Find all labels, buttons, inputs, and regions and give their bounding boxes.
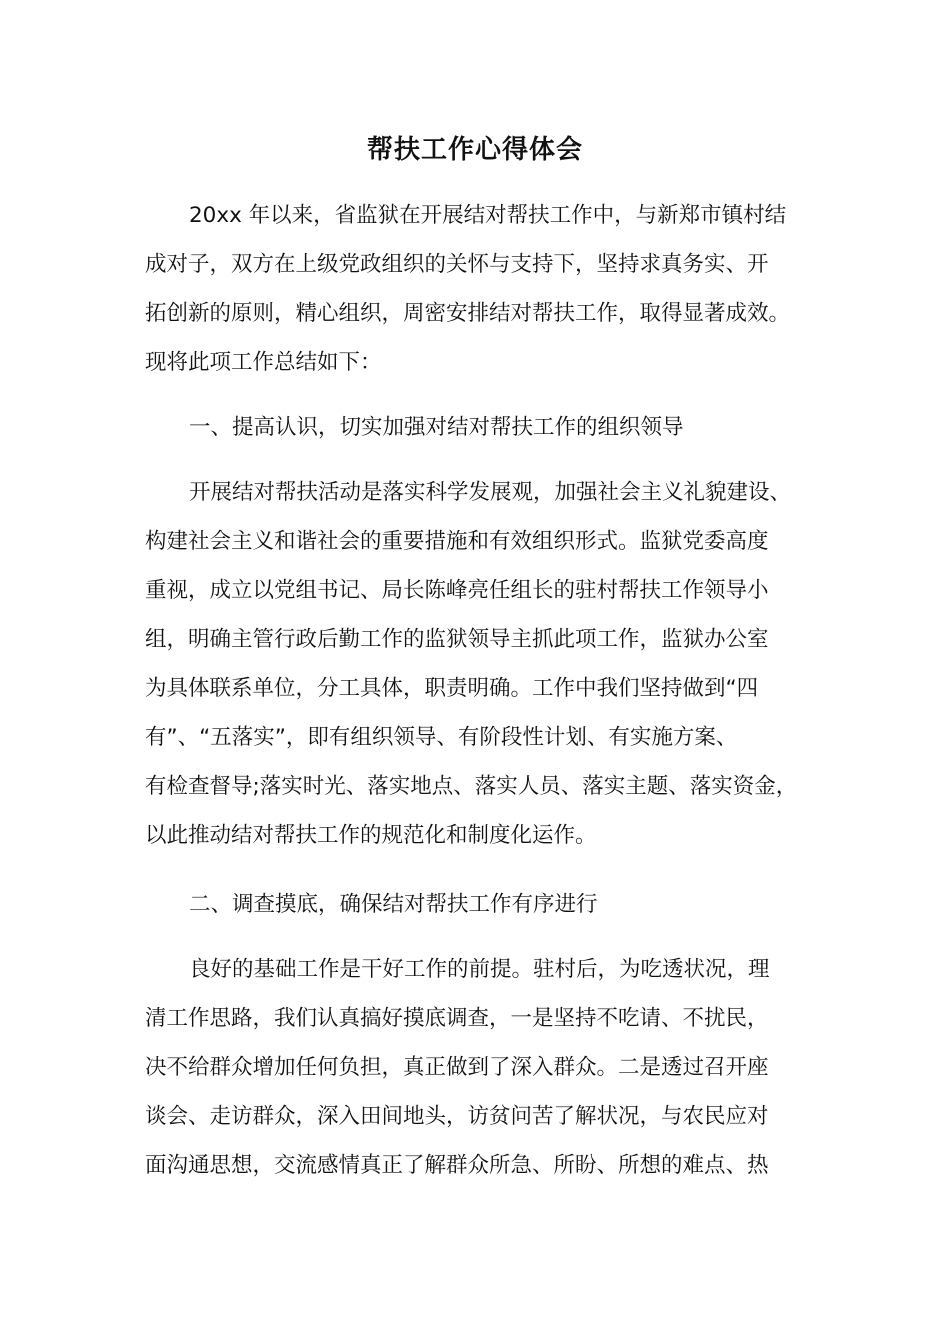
paragraph-3-line-5: 面沟通思想，交流感情真正了解群众所急、所盼、所想的难点、热	[145, 1153, 769, 1178]
paragraph-2-line-6: 有”、“五落实”，即有组织领导、有阶段性计划、有实施方案、	[145, 725, 738, 750]
paragraph-3-line-3: 决不给群众增加任何负担，真正做到了深入群众。二是透过召开座	[145, 1055, 769, 1080]
section-heading-1: 一、提高认识，切实加强对结对帮扶工作的组织领导	[189, 415, 684, 440]
paragraph-2-line-2: 构建社会主义和谐社会的重要措施和有效组织形式。监狱党委高度	[145, 529, 769, 554]
paragraph-3-line-2: 清工作思路，我们认真搞好摸底调查，一是坚持不吃请、不扰民，	[145, 1006, 769, 1031]
paragraph-2-line-7: 有检查督导;落实时光、落实地点、落实人员、落实主题、落实资金，	[145, 774, 798, 799]
paragraph-2-line-5: 为具体联系单位，分工具体，职责明确。工作中我们坚持做到“四	[145, 676, 759, 701]
paragraph-1-line-1: 20xx 年以来，省监狱在开展结对帮扶工作中，与新郑市镇村结	[189, 203, 787, 228]
paragraph-2-line-3: 重视，成立以党组书记、局长陈峰亮任组长的驻村帮扶工作领导小	[145, 578, 769, 603]
section-heading-2: 二、调查摸底，确保结对帮扶工作有序进行	[189, 892, 598, 917]
paragraph-1-line-4: 现将此项工作总结如下：	[145, 350, 382, 375]
paragraph-2-line-1: 开展结对帮扶活动是落实科学发展观，加强社会主义礼貌建设、	[189, 480, 792, 505]
paragraph-1-line-2: 成对子，双方在上级党政组织的关怀与支持下，坚持求真务实、开	[145, 252, 769, 277]
paragraph-2-line-8: 以此推动结对帮扶工作的规范化和制度化运作。	[145, 823, 597, 848]
paragraph-2-line-4: 组，明确主管行政后勤工作的监狱领导主抓此项工作，监狱办公室	[145, 627, 769, 652]
paragraph-1-line-3: 拓创新的原则，精心组织，周密安排结对帮扶工作，取得显著成效。	[145, 301, 791, 326]
paragraph-3-line-4: 谈会、走访群众，深入田间地头，访贫问苦了解状况，与农民应对	[145, 1104, 769, 1129]
paragraph-3-line-1: 良好的基础工作是干好工作的前提。驻村后，为吃透状况，理	[189, 957, 770, 982]
document-title: 帮扶工作心得体会	[366, 135, 583, 165]
